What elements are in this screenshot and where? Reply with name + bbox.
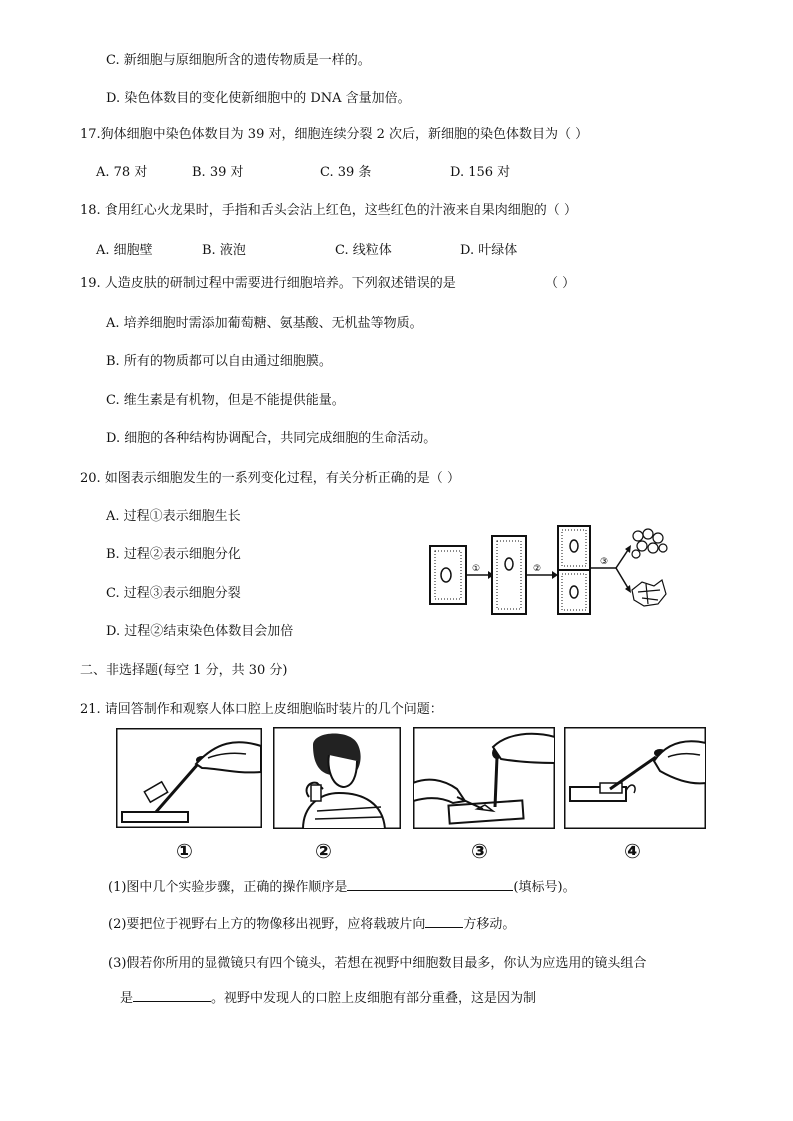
dropper: [495, 757, 497, 807]
process-label-2: ②: [533, 564, 542, 574]
tissue-cluster-bottom: [632, 580, 666, 606]
q21-sub1-suffix: (填标号)。: [513, 880, 576, 895]
process-label-1: ①: [472, 564, 481, 574]
tissue-cluster-top: [632, 529, 667, 558]
q20-option-d: D. 过程②结束染色体数目会加倍: [106, 624, 294, 639]
q21-sub2-suffix: 方移动。: [463, 917, 516, 932]
q18-option-c: C. 线粒体: [335, 243, 392, 258]
q21-sub3-line1: (3)假若你所用的显微镜只有四个镜头，若想在视野中细胞数目最多，你认为应选用的镜头组合: [108, 956, 647, 971]
q18-option-d: D. 叶绿体: [460, 243, 518, 258]
section-title: 二、非选择题(每空 1 分，共 30 分): [80, 663, 288, 678]
q20-stem: 20. 如图表示细胞发生的一系列变化过程，有关分析正确的是（ ）: [80, 471, 460, 486]
q21-sub3-blank[interactable]: [133, 987, 211, 1002]
nucleus: [441, 568, 451, 582]
process-label-3: ③: [600, 557, 609, 567]
q18-option-b: B. 液泡: [202, 243, 246, 258]
figure-label-4: ④: [624, 839, 641, 863]
q19-stem: 19. 人造皮肤的研制过程中需要进行细胞培养。下列叙述错误的是: [80, 276, 456, 291]
q21-sub3-line2: [120, 987, 536, 1008]
q16-option-c: C. 新细胞与原细胞所含的遗传物质是一样的。: [106, 53, 371, 68]
q17-option-d: D. 156 对: [450, 165, 511, 180]
q21-sub1-blank[interactable]: [347, 876, 513, 891]
step-figure-1: [116, 728, 262, 828]
q21-sub1-text: (1)图中几个实验步骤，正确的操作顺序是: [108, 880, 348, 895]
q19-option-a: A. 培养细胞时需添加葡萄糖、氨基酸、无机盐等物质。: [106, 316, 423, 331]
q21-sub3-suffix: 。视野中发现人的口腔上皮细胞有部分重叠，这是因为制: [211, 991, 537, 1006]
glass-slide: [122, 812, 188, 822]
q18-option-a: A. 细胞壁: [96, 243, 153, 258]
q20-option-b: B. 过程②表示细胞分化: [106, 547, 241, 562]
cup: [311, 785, 321, 801]
q17-option-b: B. 39 对: [192, 165, 244, 180]
q21-sub2: [108, 913, 515, 934]
q17-option-c: C. 39 条: [320, 165, 372, 180]
q21-stem: 21. 请回答制作和观察人体口腔上皮细胞临时装片的几个问题：: [80, 702, 443, 717]
q19-option-c: C. 维生素是有机物，但是不能提供能量。: [106, 393, 345, 408]
step-figure-2: [273, 727, 401, 829]
figure-label-2: ②: [315, 839, 332, 863]
q19-option-b: B. 所有的物质都可以自由通过细胞膜。: [106, 354, 332, 369]
figure-label-1: ①: [176, 839, 193, 863]
step-figure-4: [564, 727, 706, 829]
q16-option-d: D. 染色体数目的变化使新细胞中的 DNA 含量加倍。: [106, 91, 411, 106]
step-figure-3: [413, 727, 555, 829]
q21-sub2-text: (2)要把位于视野右上方的物像移出视野，应将载玻片向: [108, 917, 426, 932]
cell-change-diagram: [422, 520, 672, 620]
q21-sub3-text: 是: [120, 991, 134, 1006]
q18-stem: 18. 食用红心火龙果时，手指和舌头会沾上红色，这些红色的汁液来自果肉细胞的（ ）: [80, 203, 577, 218]
q19-answer-paren: （ ）: [545, 276, 576, 291]
figure-label-3: ③: [471, 839, 488, 863]
q20-option-c: C. 过程③表示细胞分裂: [106, 586, 241, 601]
q17-stem: 17.狗体细胞中染色体数目为 39 对，细胞连续分裂 2 次后，新细胞的染色体数目为（ ）: [80, 127, 589, 142]
q20-option-a: A. 过程①表示细胞生长: [106, 509, 241, 524]
glass-slide: [448, 800, 523, 823]
q21-sub2-blank[interactable]: [425, 913, 463, 928]
q17-option-a: A. 78 对: [96, 165, 148, 180]
q19-option-d: D. 细胞的各种结构协调配合，共同完成细胞的生命活动。: [106, 431, 437, 446]
q21-sub1: [108, 876, 576, 897]
